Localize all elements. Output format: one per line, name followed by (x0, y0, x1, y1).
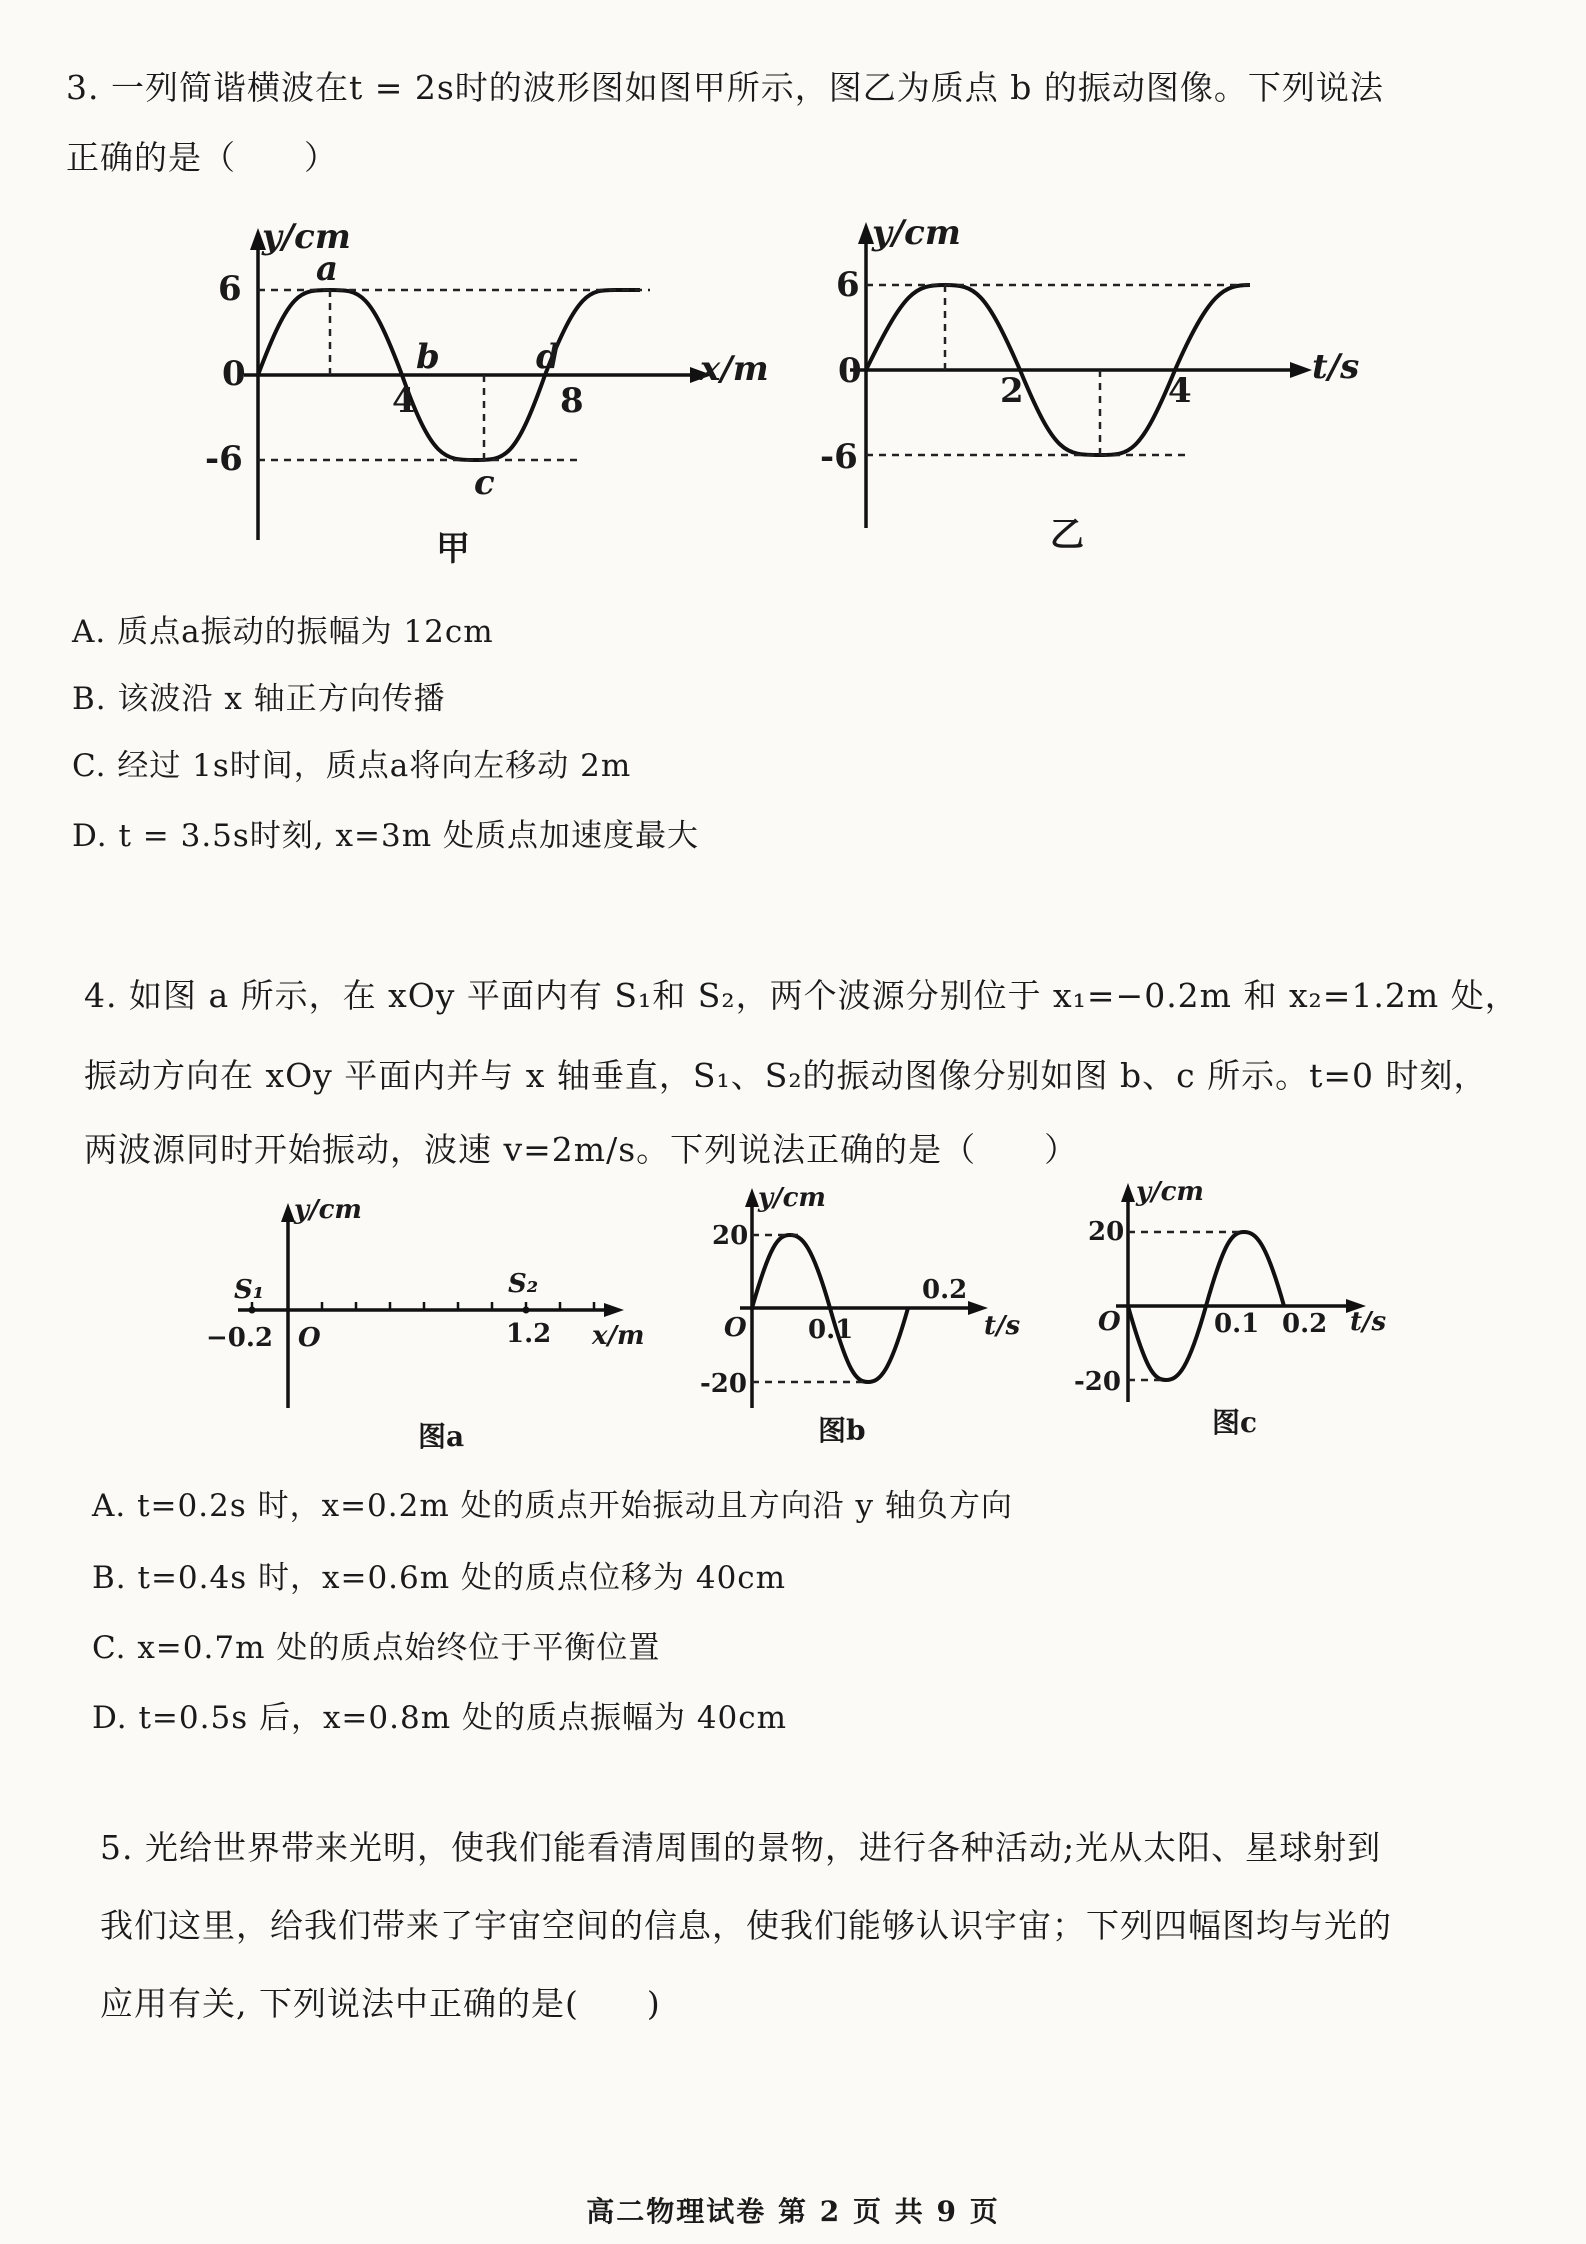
yi-x-label: t/s (1312, 347, 1360, 387)
fig-a-caption: 图a (418, 1420, 465, 1453)
jia-y-tick-6: 6 (218, 269, 242, 309)
fig-c-x-label: t/s (1350, 1307, 1387, 1337)
q5-stem-line1: 5. 光给世界带来光明，使我们能看清周围的景物，进行各种活动;光从太阳、星球射到 (100, 1828, 1382, 1867)
fig-b-x-tick-01: 0.1 (808, 1315, 854, 1345)
fig-b-y-tick-20: 20 (712, 1221, 749, 1251)
jia-point-c: c (474, 463, 495, 503)
fig-c-y-tick-neg20: -20 (1074, 1367, 1121, 1397)
fig-c-y-tick-20: 20 (1088, 1217, 1125, 1247)
jia-y-tick-0: 0 (222, 354, 246, 394)
fig-c-y-label: y/cm (1136, 1177, 1204, 1207)
fig-b-x-tick-02: 0.2 (922, 1275, 968, 1305)
fig-c-x-tick-01: 0.1 (1214, 1309, 1260, 1339)
q3-option-b: B. 该波沿 x 轴正方向传播 (72, 681, 446, 717)
q4-option-c: C. x=0.7m 处的质点始终位于平衡位置 (92, 1630, 661, 1666)
jia-point-b: b (416, 337, 440, 377)
jia-x-label: x/m (700, 349, 769, 389)
q3-stem-line1: 3. 一列简谐横波在t = 2s时的波形图如图甲所示，图乙为质点 b 的振动图像。下列说法 (66, 68, 1384, 107)
fig-c-origin: O (1098, 1307, 1121, 1337)
fig-b-origin: O (724, 1313, 747, 1343)
fig-b-y-label: y/cm (758, 1183, 826, 1213)
page-footer: 高二物理试卷 第 2 页 共 9 页 (586, 2195, 1000, 2228)
yi-y-tick-neg6: -6 (820, 437, 858, 477)
q5-stem-line2: 我们这里，给我们带来了宇宙空间的信息，使我们能够认识宇宙；下列四幅图均与光的 (100, 1906, 1392, 1945)
fig-c-x-tick-02: 0.2 (1282, 1309, 1328, 1339)
q3-option-d: D. t = 3.5s时刻, x=3m 处质点加速度最大 (72, 818, 699, 854)
q3-stem-line2: 正确的是（ ） (66, 138, 338, 177)
q5-stem-line3: 应用有关, 下列说法中正确的是( ) (100, 1984, 661, 2023)
fig-a-x-tick-12: 1.2 (506, 1319, 552, 1349)
fig-c-caption: 图c (1212, 1406, 1258, 1439)
yi-x-tick-2: 2 (1000, 371, 1024, 411)
fig-b-y-tick-neg20: -20 (700, 1369, 747, 1399)
q4-stem-line1: 4. 如图 a 所示，在 xOy 平面内有 S₁和 S₂，两个波源分别位于 x₁=−0.2m 和 x₂=1.2m 处， (84, 976, 1519, 1015)
fig-b-x-label: t/s (984, 1311, 1021, 1341)
jia-y-tick-neg6: -6 (205, 439, 243, 479)
jia-caption: 甲 (436, 529, 470, 569)
jia-point-d: d (536, 337, 560, 377)
fig-b-caption: 图b (818, 1414, 866, 1447)
fig-a-s1-label: S₁ (234, 1275, 265, 1305)
yi-y-tick-6: 6 (836, 265, 860, 305)
fig-c-y-arrow (1121, 1183, 1135, 1202)
yi-y-tick-0: 0 (838, 351, 862, 391)
yi-y-label: y/cm (872, 213, 961, 253)
yi-x-tick-4: 4 (1168, 371, 1192, 411)
fig-a-s2-label: S₂ (508, 1269, 539, 1299)
jia-x-tick-4: 4 (392, 381, 416, 421)
fig-a-y-label: y/cm (294, 1195, 362, 1225)
jia-point-a: a (316, 249, 339, 289)
q3-option-a: A. 质点a振动的振幅为 12cm (72, 614, 494, 650)
yi-caption: 乙 (1050, 515, 1084, 555)
q4-stem-line3: 两波源同时开始振动，波速 v=2m/s。下列说法正确的是（ ） (84, 1130, 1079, 1169)
q4-stem-line2: 振动方向在 xOy 平面内并与 x 轴垂直，S₁、S₂的振动图像分别如图 b、c 所示。t=0 时刻， (84, 1056, 1488, 1095)
q4-option-a: A. t=0.2s 时，x=0.2m 处的质点开始振动且方向沿 y 轴负方向 (92, 1488, 1013, 1524)
fig-a-x-tick-neg02: −0.2 (206, 1323, 274, 1353)
fig-a-x-label: x/m (592, 1321, 645, 1351)
jia-x-tick-8: 8 (560, 381, 584, 421)
q4-option-d: D. t=0.5s 后，x=0.8m 处的质点振幅为 40cm (92, 1700, 788, 1736)
q4-option-b: B. t=0.4s 时，x=0.6m 处的质点位移为 40cm (92, 1560, 787, 1596)
q3-option-c: C. 经过 1s时间，质点a将向左移动 2m (72, 748, 632, 784)
jia-y-label: y/cm (262, 217, 351, 257)
fig-a-origin: O (298, 1323, 321, 1353)
